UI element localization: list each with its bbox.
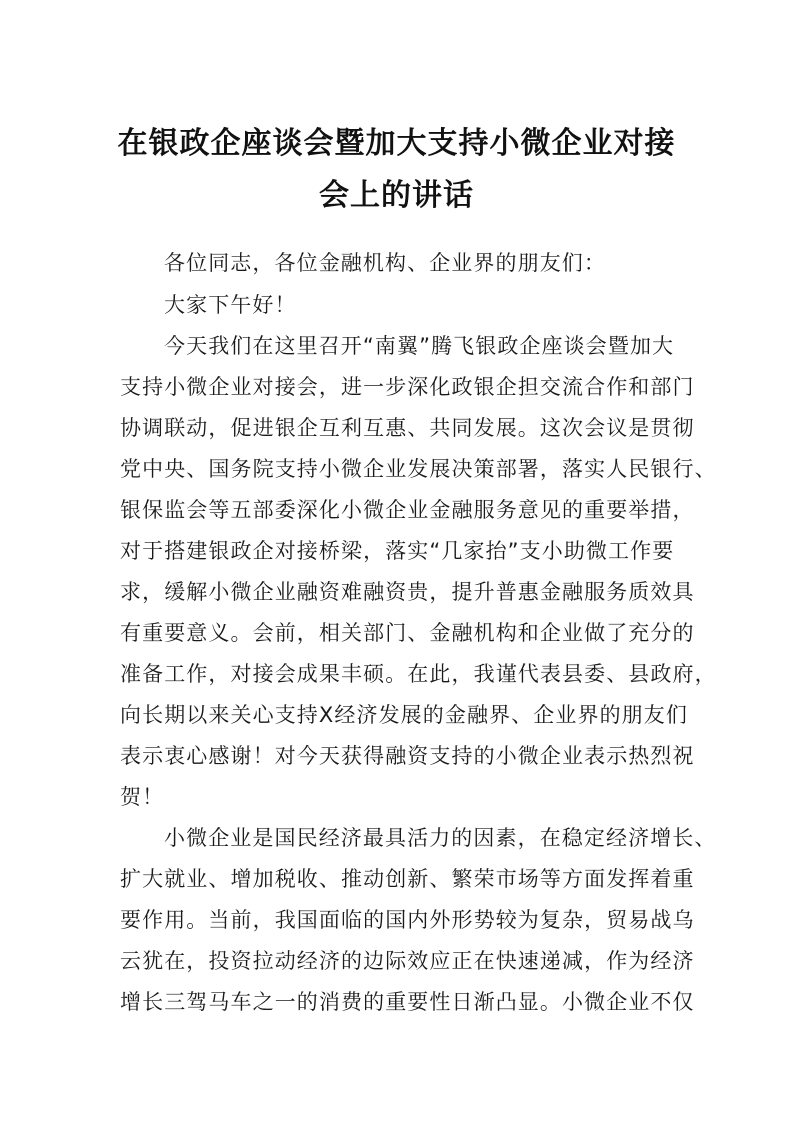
paragraph-line: 表示衷心感谢！对今天获得融资支持的小微企业表示热烈祝: [120, 744, 695, 768]
paragraph-line: 向长期以来关心支持X经济发展的金融界、企业界的朋友们: [120, 703, 688, 727]
paragraph-line: 要作用。当前，我国面临的国内外形势较为复杂，贸易战乌: [120, 908, 695, 932]
document-title-line-2: 会上的讲话: [319, 178, 474, 213]
paragraph-line: 贺！: [120, 785, 165, 809]
greeting-line: 大家下午好！: [164, 293, 297, 317]
paragraph-line: 协调联动，促进银企互利互惠、共同发展。这次会议是贯彻: [120, 416, 695, 440]
paragraph-line: 扩大就业、增加税收、推动创新、繁荣市场等方面发挥着重: [120, 867, 695, 891]
salutation-line: 各位同志，各位金融机构、企业界的朋友们：: [164, 251, 606, 275]
paragraph-line: 求，缓解小微企业融资难融资贵，提升普惠金融服务质效具: [120, 580, 695, 604]
paragraph-line: 党中央、国务院支持小微企业发展决策部署，落实人民银行、: [120, 457, 717, 481]
paragraph-line: 准备工作，对接会成果丰硕。在此，我谨代表县委、县政府，: [120, 662, 717, 686]
paragraph-line: 增长三驾马车之一的消费的重要性日渐凸显。小微企业不仅: [120, 990, 695, 1014]
paragraph-line: 今天我们在这里召开“南翼”腾飞银政企座谈会暨加大: [164, 334, 675, 358]
paragraph-line: 支持小微企业对接会，进一步深化政银企担交流合作和部门: [120, 375, 695, 399]
paragraph-line: 银保监会等五部委深化小微企业金融服务意见的重要举措，: [120, 498, 695, 522]
paragraph-line: 小微企业是国民经济最具活力的因素，在稳定经济增长、: [164, 826, 717, 850]
paragraph-line: 有重要意义。会前，相关部门、金融机构和企业做了充分的: [120, 621, 695, 645]
document-title-line-1: 在银政企座谈会暨加大支持小微企业对接: [117, 126, 676, 161]
paragraph-line: 对于搭建银政企对接桥梁，落实“几家抬”支小助微工作要: [120, 539, 675, 563]
paragraph-line: 云犹在，投资拉动经济的边际效应正在快速递减，作为经济: [120, 949, 695, 973]
